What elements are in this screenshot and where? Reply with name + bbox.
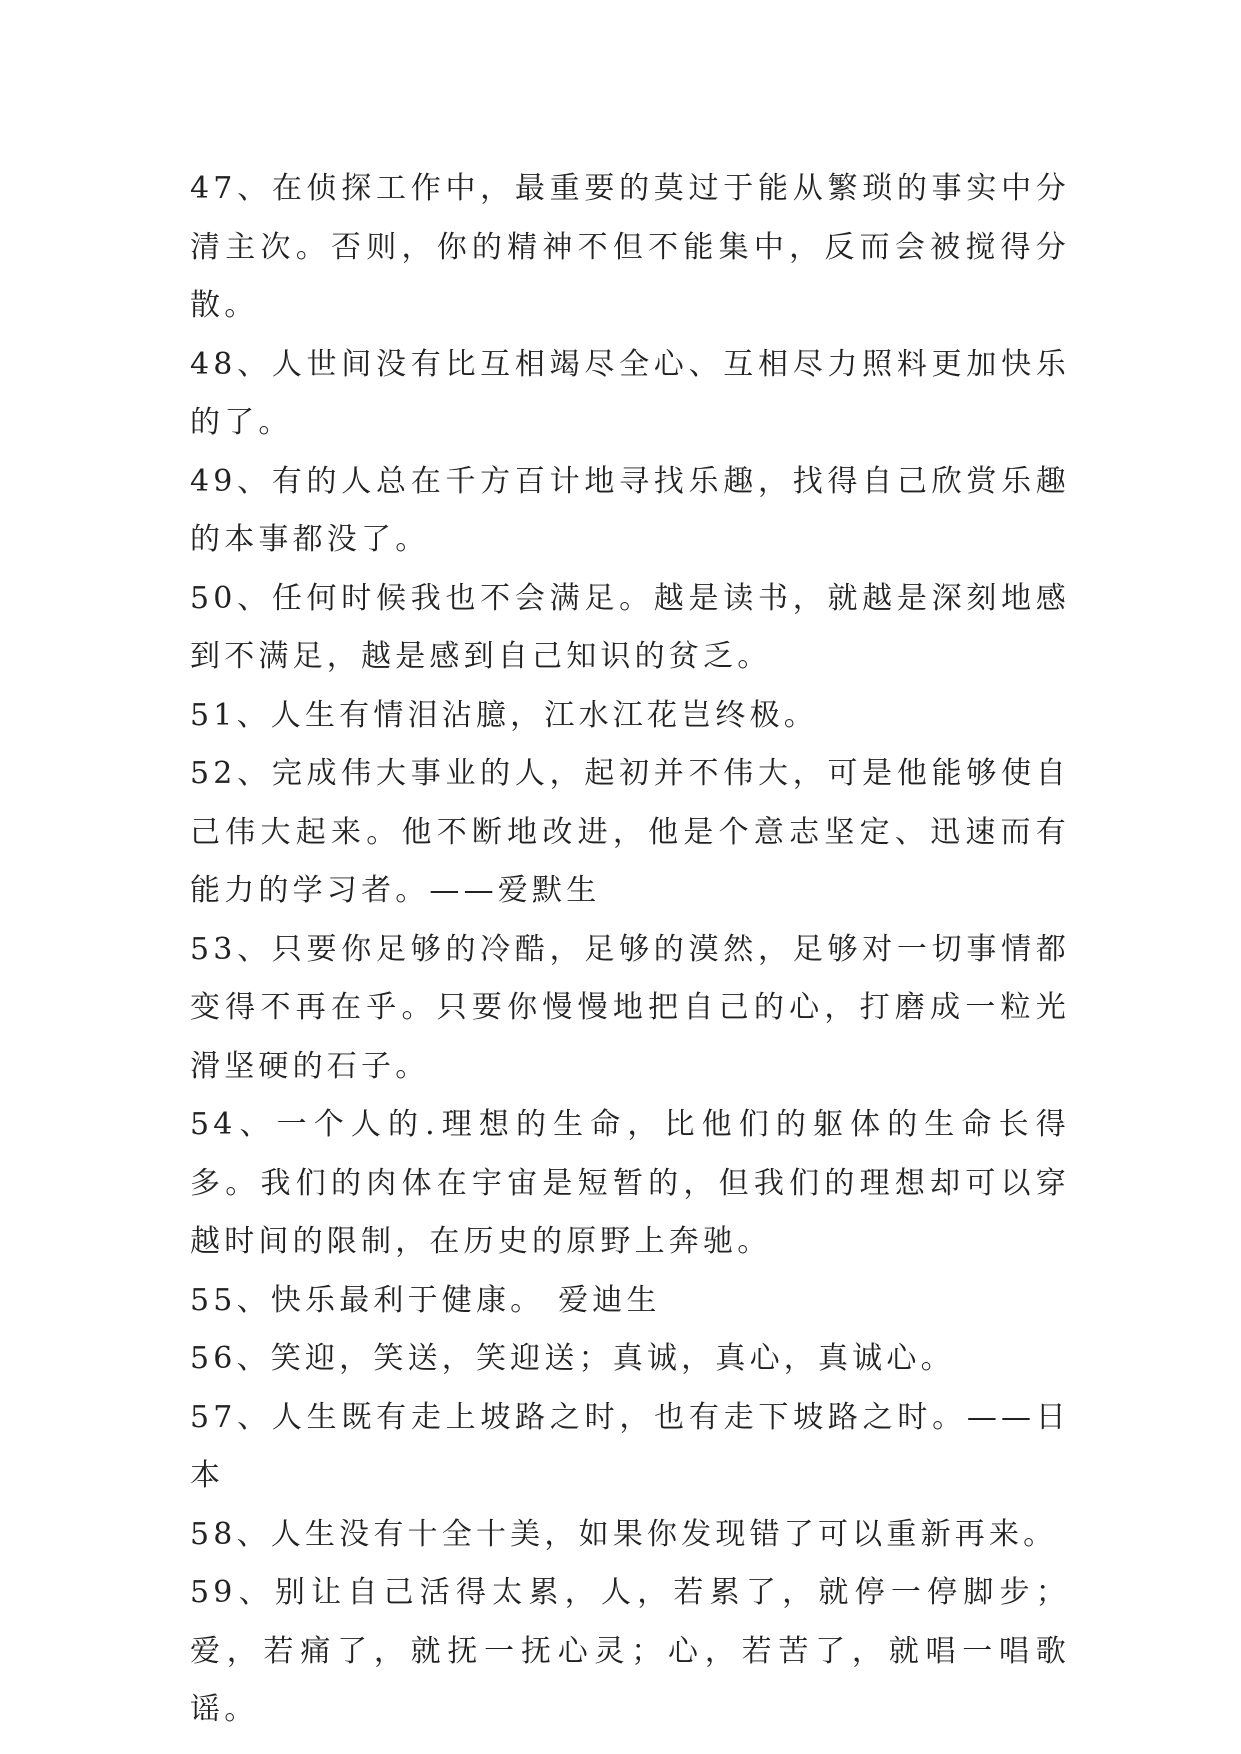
quote-paragraph-59: 59、别让自己活得太累，人，若累了，就停一停脚步；爱，若痛了，就抚一抚心灵；心，若苦了，就唱一唱歌谣。 [190, 1575, 1070, 1727]
quote-paragraph-47: 47、在侦探工作中，最重要的莫过于能从繁琐的事实中分清主次。否则，你的精神不但不能集中，反而会被搅得分散。 [190, 171, 1070, 323]
document-body [190, 160, 1070, 1740]
quote-paragraph-58: 58、人生没有十全十美，如果你发现错了可以重新再来。 [190, 1516, 1058, 1552]
quote-paragraph-56: 56、笑迎，笑送，笑迎送；真诚，真心，真诚心。 [190, 1341, 955, 1376]
quote-paragraph-48: 48、人世间没有比互相竭尽全心、互相尽力照料更加快乐的了。 [190, 346, 1070, 440]
quote-paragraph-51: 51、人生有情泪沾臆，江水江花岂终极。 [190, 697, 818, 733]
quote-paragraph-52: 52、完成伟大事业的人，起初并不伟大，可是他能够使自己伟大起来。他不断地改进，他是个意志坚定、迅速而有能力的学习者。——爱默生 [190, 756, 1070, 908]
quote-paragraph-50: 50、任何时候我也不会满足。越是读书，就越是深刻地感到不满足，越是感到自己知识的贫乏。 [190, 580, 1070, 674]
quote-paragraph-57: 57、人生既有走上坡路之时，也有走下坡路之时。——日本 [190, 1399, 1070, 1493]
quote-paragraph-54: 54、一个人的.理想的生命，比他们的躯体的生命长得多。我们的肉体在宇宙是短暂的，但我们的理想却可以穿越时间的限制，在历史的原野上奔驰。 [190, 1107, 1070, 1259]
quote-paragraph-49: 49、有的人总在千方百计地寻找乐趣，找得自己欣赏乐趣的本事都没了。 [190, 463, 1070, 557]
quote-paragraph-55: 55、快乐最利于健康。 爱迪生 [190, 1282, 661, 1318]
quote-paragraph-53: 53、只要你足够的冷酷，足够的漠然，足够对一切事情都变得不再在乎。只要你慢慢地把自己的心，打磨成一粒光滑坚硬的石子。 [190, 931, 1070, 1084]
